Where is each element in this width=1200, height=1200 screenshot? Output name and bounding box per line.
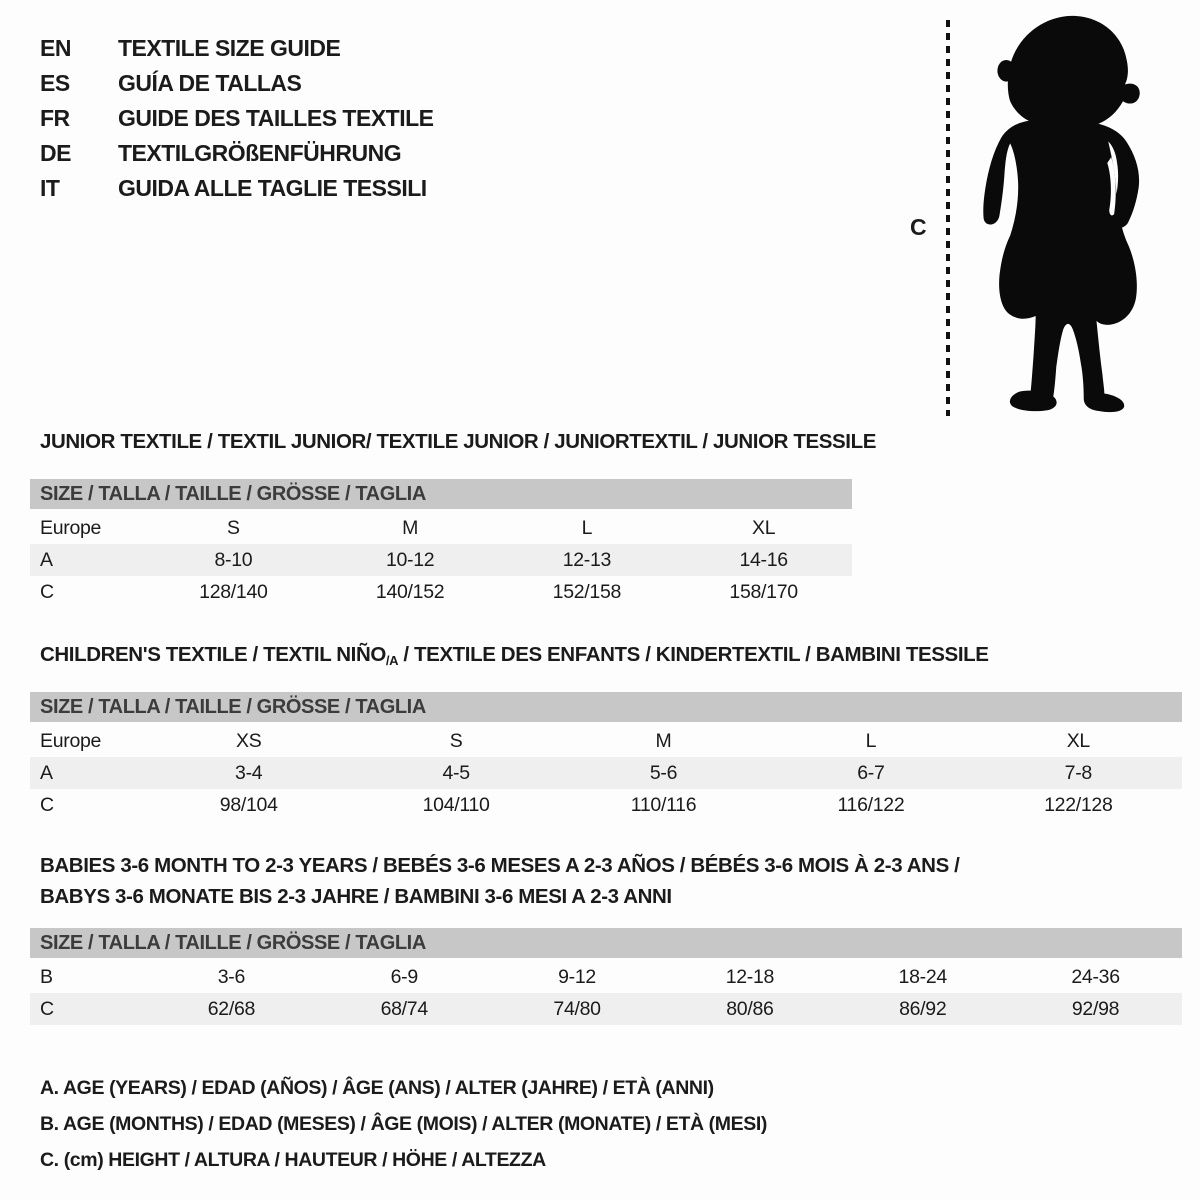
size-cell: M (655, 729, 672, 752)
lang-code: FR (40, 105, 70, 131)
age-cell: 14-16 (739, 548, 788, 571)
age-cell: 3-6 (217, 965, 246, 988)
size-cell: L (581, 516, 593, 539)
lang-code: IT (40, 175, 60, 201)
junior-section-title-text: JUNIOR TEXTILE / TEXTIL JUNIOR/ TEXTILE JUNIOR / JUNIORTEXTIL / JUNIOR TESSILE (40, 430, 876, 453)
size-cell: L (865, 729, 877, 752)
height-cell: 80/86 (726, 997, 774, 1020)
table-row-age-months (30, 961, 1182, 993)
babies-section-title (40, 850, 959, 912)
table-row-age (30, 544, 852, 576)
height-cell: 140/152 (375, 580, 445, 603)
height-cell: 92/98 (1071, 997, 1120, 1020)
height-cell: 158/170 (729, 580, 798, 603)
language-title-block (40, 31, 434, 206)
lang-code: ES (40, 70, 70, 96)
lang-title: TEXTILE SIZE GUIDE (118, 35, 341, 61)
row-label: A (40, 548, 53, 571)
size-cell: S (227, 516, 240, 539)
age-cell: 6-9 (390, 965, 418, 988)
lang-row-es (40, 66, 434, 101)
children-title-pre: CHILDREN'S TEXTILE / TEXTIL NIÑO (40, 643, 386, 666)
row-label: B (40, 965, 53, 988)
junior-size-table (30, 479, 852, 608)
lang-title: GUÍA DE TALLAS (118, 70, 302, 96)
table-row-europe (30, 725, 1182, 757)
age-cell: 12-18 (725, 965, 775, 988)
age-cell: 9-12 (558, 965, 596, 988)
lang-row-en (40, 31, 434, 66)
height-measure-label: C (910, 214, 927, 240)
lang-title: GUIDA ALLE TAGLIE TESSILI (118, 175, 427, 201)
row-label: C (40, 997, 54, 1020)
junior-section-title (40, 430, 876, 454)
lang-code: EN (40, 35, 71, 61)
height-cell: 86/92 (899, 997, 947, 1020)
lang-title: GUIDE DES TAILLES TEXTILE (118, 105, 434, 131)
size-cell: XL (1066, 729, 1090, 752)
height-dotted-line (946, 20, 950, 416)
children-title-post: / TEXTILE DES ENFANTS / KINDERTEXTIL / BAMBINI TESSILE (398, 643, 989, 666)
age-cell: 3-4 (235, 761, 263, 784)
size-cell: XS (235, 729, 262, 752)
size-table-header: SIZE / TALLA / TAILLE / GRÖSSE / TAGLIA (30, 928, 1182, 958)
age-cell: 7-8 (1064, 761, 1092, 784)
height-cell: 62/68 (207, 997, 256, 1020)
legend-line-c: C. (cm) HEIGHT / ALTURA / HAUTEUR / HÖHE / ALTEZZA (40, 1149, 546, 1171)
age-cell: 8-10 (214, 548, 253, 571)
size-cell: S (449, 729, 463, 752)
measurement-legend (40, 1070, 767, 1178)
age-cell: 12-13 (562, 548, 612, 571)
height-cell: 68/74 (380, 997, 428, 1020)
size-cell: XL (751, 516, 776, 539)
height-cell: 122/128 (1044, 793, 1113, 816)
age-cell: 5-6 (649, 761, 678, 784)
row-label: Europe (40, 729, 102, 752)
table-row-age (30, 757, 1182, 789)
height-cell: 110/116 (630, 793, 697, 816)
lang-row-de (40, 136, 434, 171)
table-row-height (30, 789, 1182, 821)
toddler-silhouette-icon (964, 8, 1176, 420)
table-row-height (30, 576, 852, 608)
height-cell: 74/80 (553, 997, 601, 1020)
babies-title-line2: BABYS 3-6 MONATE BIS 2-3 JAHRE / BAMBINI 3-6 MESI A 2-3 ANNI (40, 885, 672, 908)
size-table-header: SIZE / TALLA / TAILLE / GRÖSSE / TAGLIA (30, 479, 852, 509)
children-size-table (30, 692, 1182, 821)
lang-row-fr (40, 101, 434, 136)
height-cell: 104/110 (422, 793, 490, 816)
height-cell: 152/158 (552, 580, 622, 603)
lang-code: DE (40, 140, 71, 166)
row-label: Europe (40, 516, 102, 539)
height-cell: 128/140 (199, 580, 268, 603)
height-cell: 116/122 (837, 793, 905, 816)
row-label: A (40, 761, 53, 784)
size-table-header: SIZE / TALLA / TAILLE / GRÖSSE / TAGLIA (30, 692, 1182, 722)
table-row-europe (30, 512, 852, 544)
size-cell: M (402, 516, 419, 539)
row-label: C (40, 580, 54, 603)
lang-title: TEXTILGRÖßENFÜHRUNG (118, 140, 402, 166)
lang-row-it (40, 171, 434, 206)
height-cell: 98/104 (219, 793, 278, 816)
children-section-title (40, 643, 989, 668)
age-cell: 10-12 (385, 548, 435, 571)
table-row-height (30, 993, 1182, 1025)
height-figure (900, 8, 1190, 420)
row-label: C (40, 793, 54, 816)
legend-line-a: A. AGE (YEARS) / EDAD (AÑOS) / ÂGE (ANS) / ALTER (JAHRE) / ETÀ (ANNI) (40, 1077, 714, 1099)
legend-line-b: B. AGE (MONTHS) / EDAD (MESES) / ÂGE (MOIS) / ALTER (MONATE) / ETÀ (MESI) (40, 1113, 767, 1135)
age-cell: 24-36 (1071, 965, 1120, 988)
age-cell: 18-24 (898, 965, 947, 988)
babies-title-line1: BABIES 3-6 MONTH TO 2-3 YEARS / BEBÉS 3-6 MESES A 2-3 AÑOS / BÉBÉS 3-6 MOIS À 2-3 ANS / (40, 854, 960, 877)
babies-size-table (30, 928, 1182, 1025)
age-cell: 6-7 (857, 761, 885, 784)
age-cell: 4-5 (442, 761, 470, 784)
children-title-subscript: /A (385, 653, 399, 668)
